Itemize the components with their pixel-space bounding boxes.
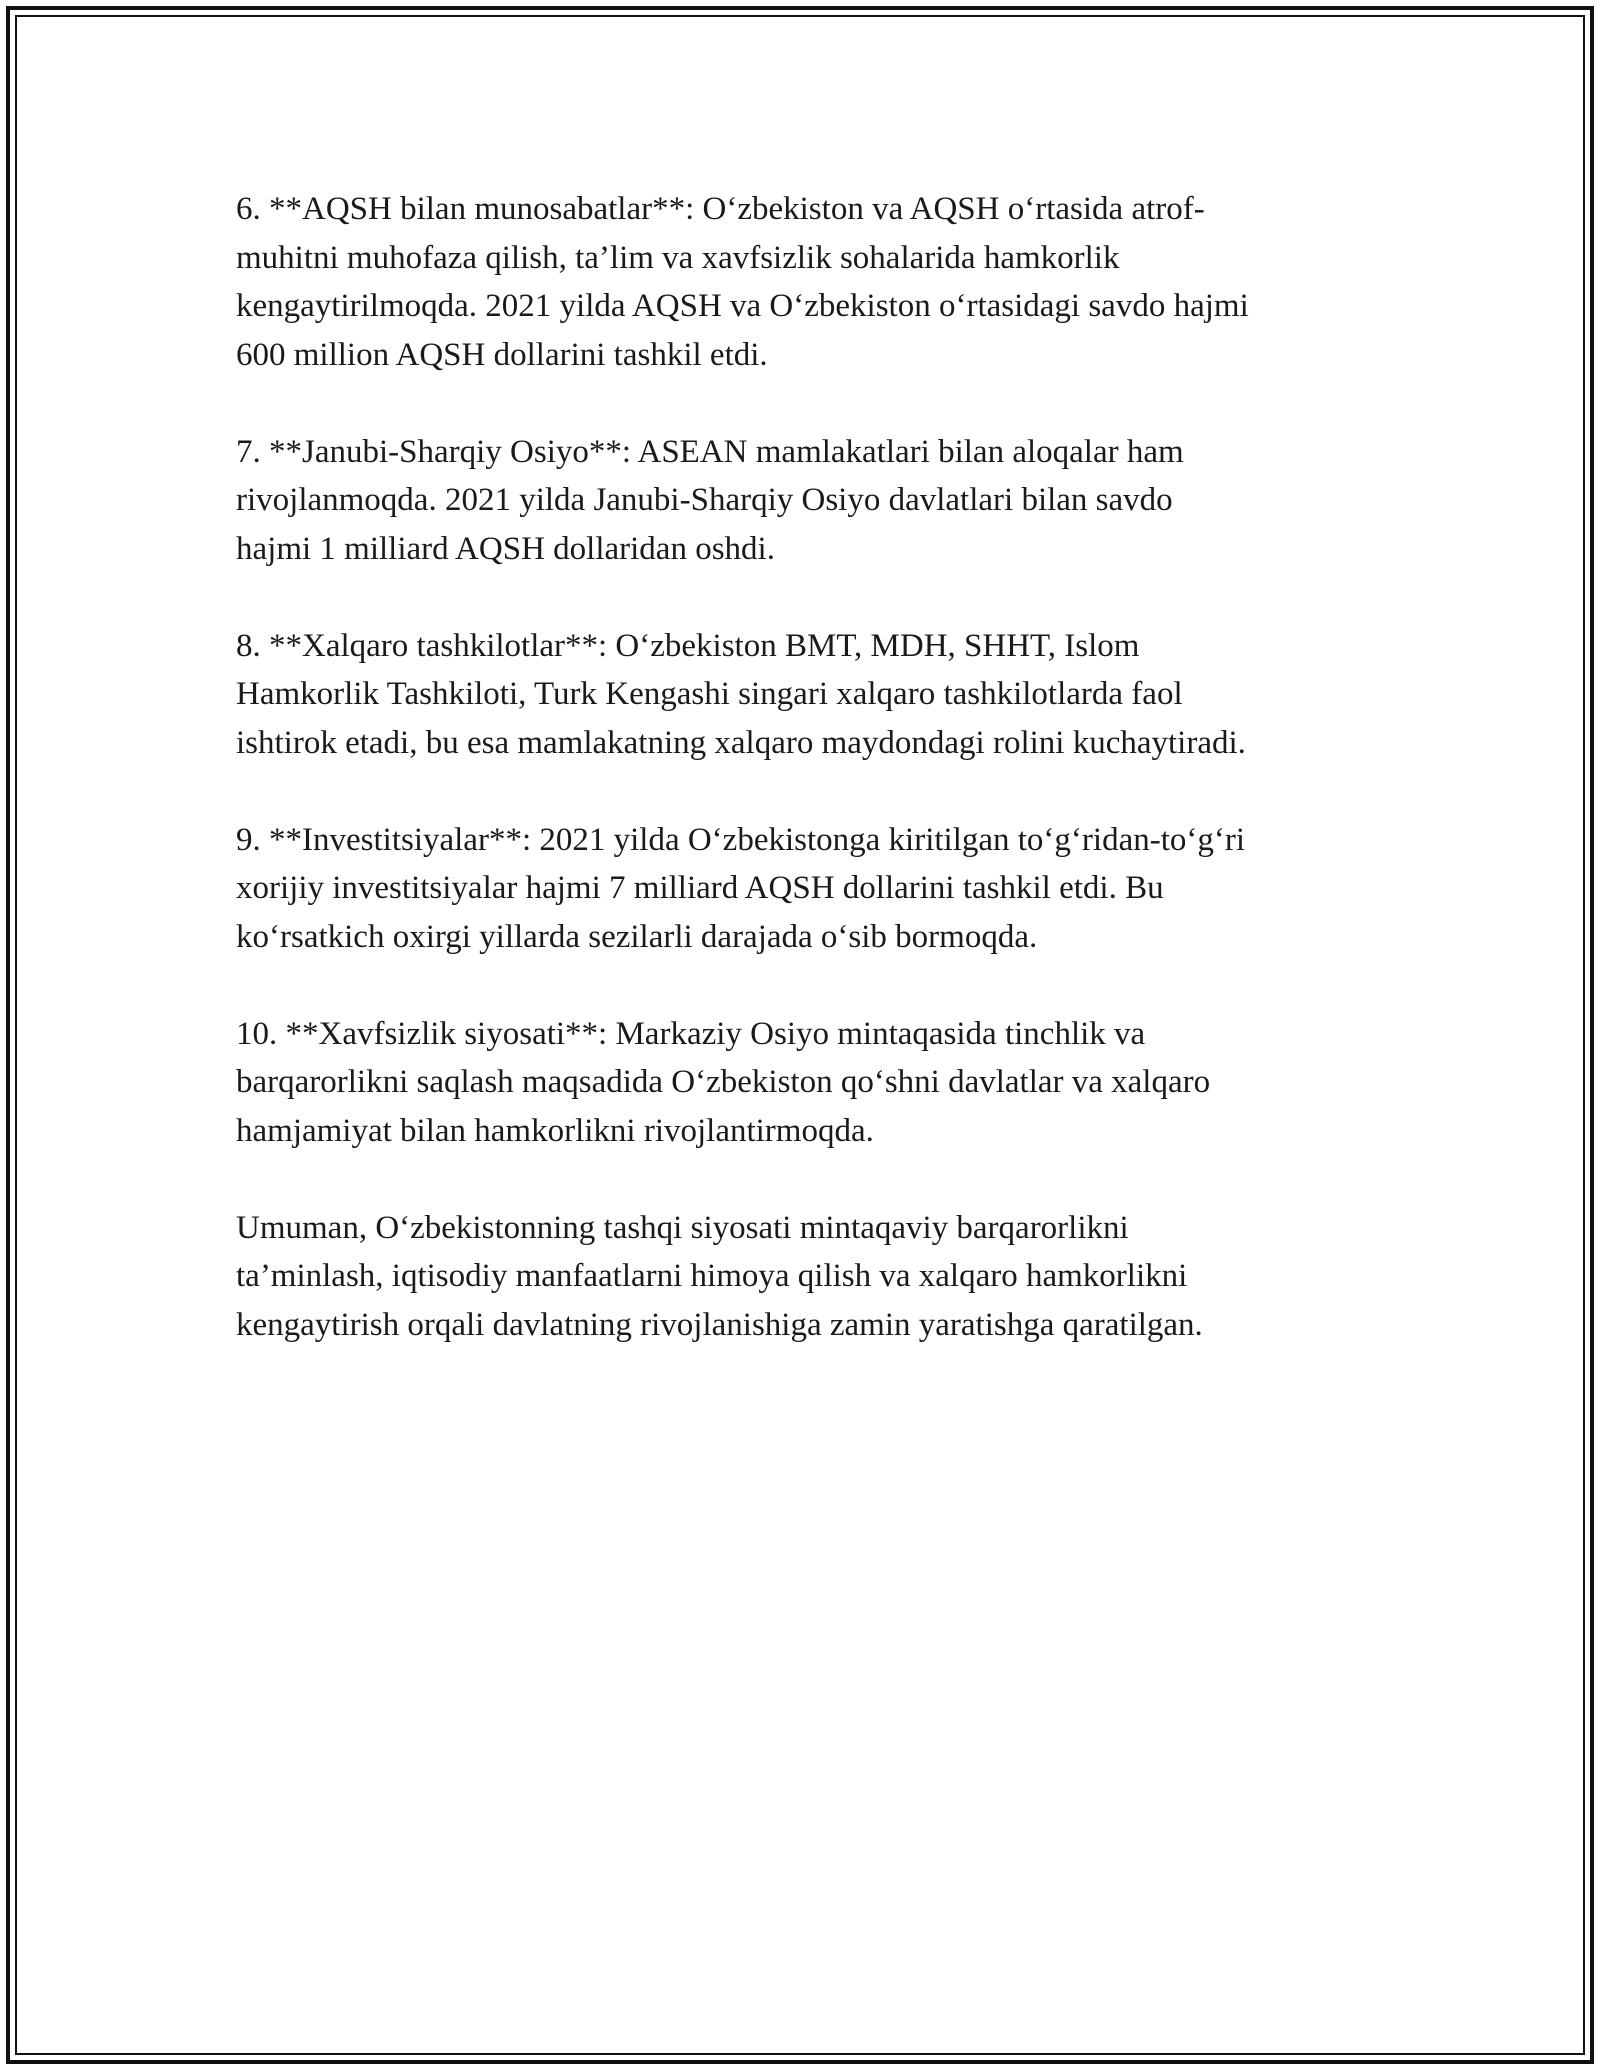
text-line: hamjamiyat bilan hamkorlikni rivojlantirmoqda. [236, 1112, 874, 1149]
text-line: muhitni muhofaza qilish, ta’lim va xavfsizlik sohalarida hamkorlik [236, 239, 1120, 276]
text-line: rivojlanmoqda. 2021 yilda Janubi-Sharqiy Osiyo davlatlari bilan savdo [236, 482, 1173, 518]
text-line: 6. **AQSH bilan munosabatlar**: O‘zbekiston va AQSH o‘rtasida atrof- [236, 191, 1205, 227]
text-line: Hamkorlik Tashkiloti, Turk Kengashi singari xalqaro tashkilotlarda faol [236, 676, 1183, 712]
text-line: ko‘rsatkich oxirgi yillarda sezilarli darajada o‘sib bormoqda. [236, 918, 1038, 955]
text-line: Umuman, O‘zbekistonning tashqi siyosati mintaqaviy barqarorlikni [236, 1209, 1129, 1246]
paragraph-conclusion [236, 1204, 1376, 1350]
text-line: barqarorlikni saqlash maqsadida O‘zbekiston qo‘shni davlatlar va xalqaro [236, 1064, 1211, 1100]
text-line: kengaytirish orqali davlatning rivojlanishiga zamin yaratishga qaratilgan. [236, 1306, 1203, 1343]
text-line: kengaytirilmoqda. 2021 yilda AQSH va O‘zbekiston o‘rtasidagi savdo hajmi [236, 288, 1249, 324]
text-line: 10. **Xavfsizlik siyosati**: Markaziy Osiyo mintaqasida tinchlik va [236, 1015, 1146, 1052]
paragraph-security-policy [236, 1010, 1376, 1156]
paragraph-investments [236, 816, 1376, 962]
text-line: 7. **Janubi-Sharqiy Osiyo**: ASEAN mamlakatlari bilan aloqalar ham [236, 433, 1184, 470]
text-line: 600 million AQSH dollarini tashkil etdi. [236, 336, 768, 373]
text-line: ta’minlash, iqtisodiy manfaatlarni himoya qilish va xalqaro hamkorlikni [236, 1258, 1188, 1294]
text-line: hajmi 1 milliard AQSH dollaridan oshdi. [236, 530, 775, 567]
paragraph-aqsh-relations [236, 185, 1376, 379]
text-line: ishtirok etadi, bu esa mamlakatning xalqaro maydondagi rolini kuchaytiradi. [236, 724, 1246, 761]
paragraph-international-organizations [236, 622, 1376, 768]
document-body [236, 185, 1376, 1398]
text-line: xorijiy investitsiyalar hajmi 7 milliard AQSH dollarini tashkil etdi. Bu [236, 870, 1164, 906]
text-line: 8. **Xalqaro tashkilotlar**: O‘zbekiston BMT, MDH, SHHT, Islom [236, 627, 1140, 664]
text-line: 9. **Investitsiyalar**: 2021 yilda O‘zbekistonga kiritilgan to‘g‘ridan-to‘g‘ri [236, 821, 1246, 858]
paragraph-southeast-asia [236, 428, 1376, 574]
